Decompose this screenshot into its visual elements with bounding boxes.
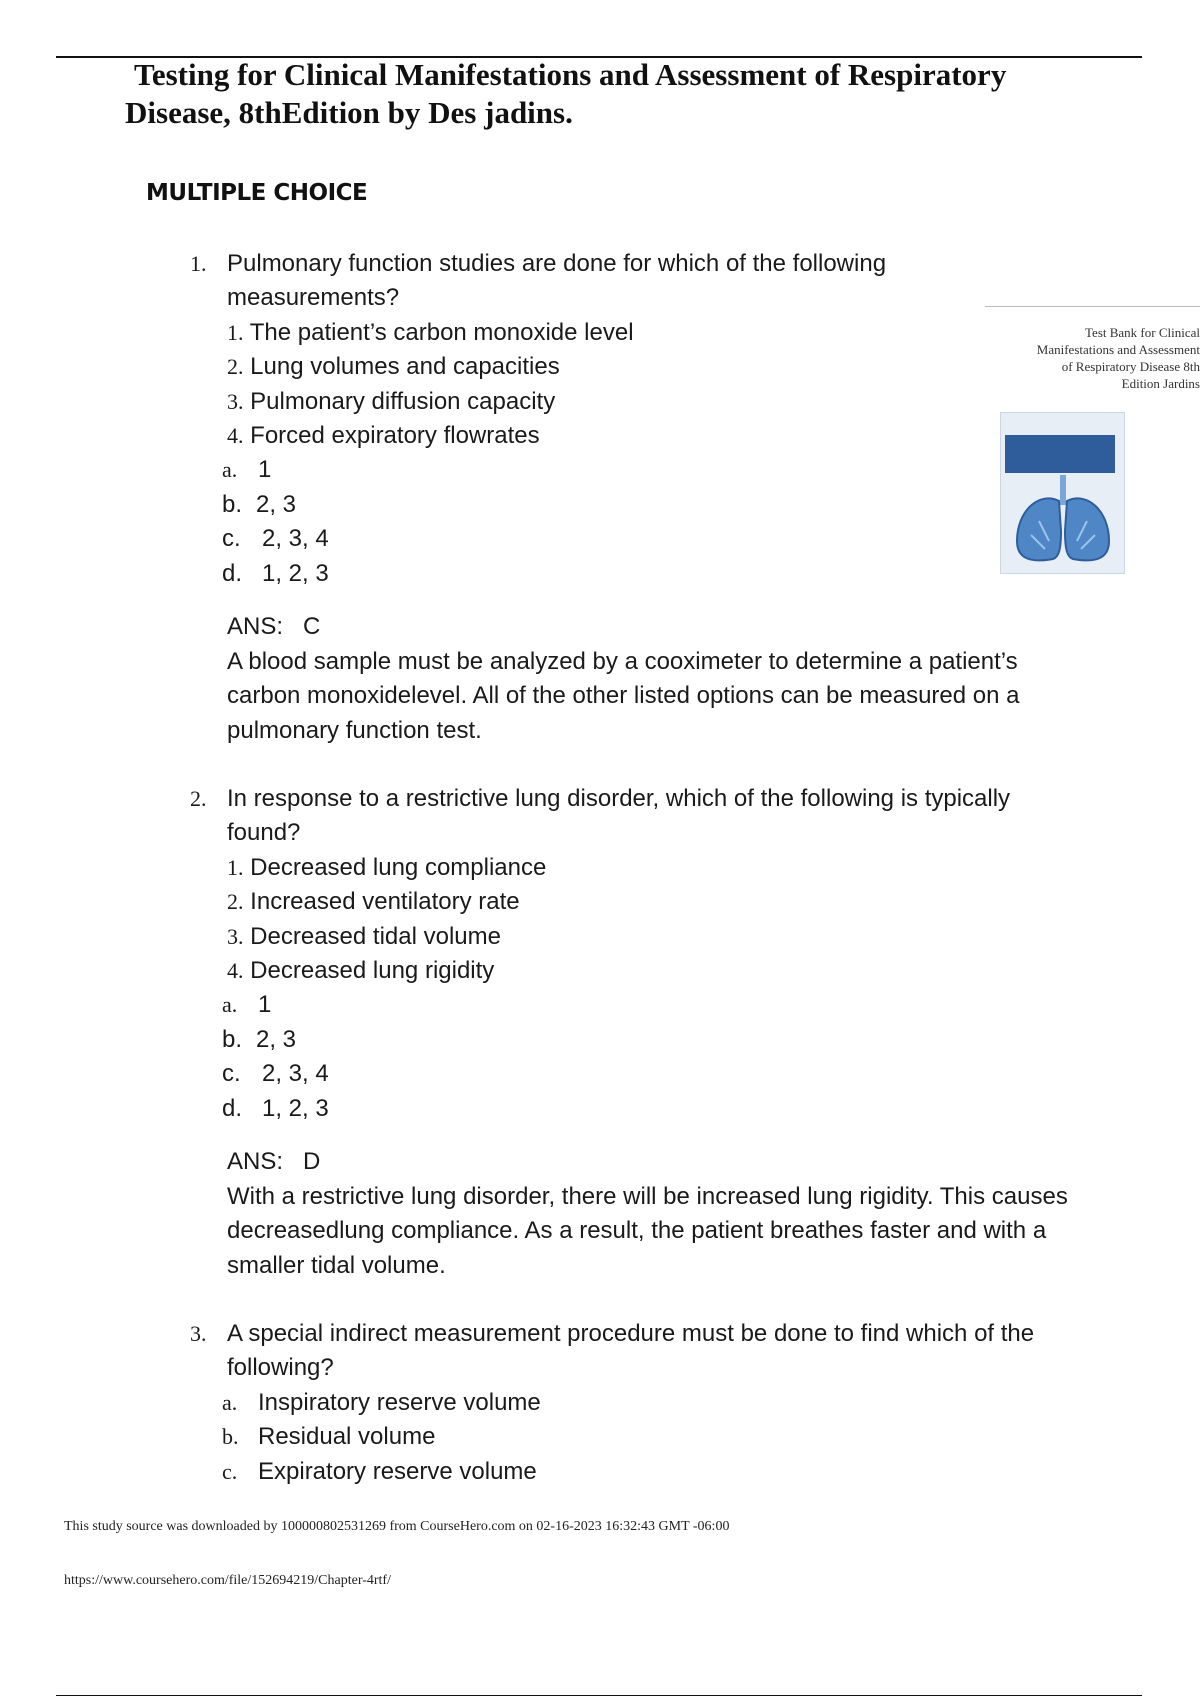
numbered-item: [227, 885, 520, 919]
numbered-item: [227, 954, 494, 988]
item-text: Pulmonary diffusion capacity: [250, 388, 556, 415]
thumbnail-rule: [985, 306, 1200, 307]
answer-option: [222, 522, 329, 556]
option-letter: b.: [222, 491, 243, 518]
item-number: 2.: [227, 889, 244, 914]
answer-label: ANS:: [227, 613, 284, 640]
download-note: This study source was downloaded by 100000802531269 from CourseHero.com on 02-16-2023 16:32:43 GMT -06:00: [64, 1519, 730, 1534]
answer-letter: C: [303, 613, 321, 640]
item-text: Decreased tidal volume: [250, 923, 501, 950]
item-number: 4.: [227, 423, 244, 448]
answer-option: [222, 1386, 541, 1420]
answer-option: [222, 1420, 435, 1454]
option-text: 2, 3, 4: [262, 1060, 329, 1087]
option-text: 2, 3: [256, 491, 297, 518]
option-letter: a.: [222, 1390, 238, 1415]
question-number: 2.: [190, 786, 207, 811]
answer-option: [222, 557, 329, 591]
item-number: 1.: [227, 320, 244, 345]
option-text: 1, 2, 3: [262, 560, 329, 587]
caption-line: Edition Jardins: [1121, 376, 1200, 391]
option-text: 1, 2, 3: [262, 1095, 329, 1122]
option-text: Expiratory reserve volume: [258, 1458, 537, 1485]
caption-line: Test Bank for Clinical: [1085, 325, 1200, 340]
item-number: 4.: [227, 958, 244, 983]
answer-key: [227, 610, 320, 644]
bottom-rule: [56, 1695, 1142, 1696]
rationale-line: pulmonary function test.: [227, 717, 482, 744]
numbered-item: [227, 385, 555, 419]
option-letter: c.: [222, 1060, 241, 1087]
option-text: 2, 3: [256, 1026, 297, 1053]
caption-line: of Respiratory Disease 8th: [1061, 359, 1200, 374]
question-stem-line: A special indirect measurement procedure must be done to find which of the: [227, 1320, 1035, 1347]
option-letter: b.: [222, 1424, 239, 1449]
item-number: 1.: [227, 855, 244, 880]
source-url: https://www.coursehero.com/file/152694219/Chapter-4rtf/: [64, 1573, 391, 1588]
item-text: The patient’s carbon monoxide level: [249, 319, 634, 346]
question-stem-line: measurements?: [227, 284, 400, 311]
section-heading: MULTIPLE CHOICE: [146, 180, 368, 206]
option-text: Residual volume: [258, 1423, 436, 1450]
cover-title-band: [1005, 435, 1115, 473]
option-text: Inspiratory reserve volume: [258, 1389, 541, 1416]
item-number: 3.: [227, 924, 244, 949]
numbered-item: [227, 851, 546, 885]
option-letter: c.: [222, 1459, 238, 1484]
answer-option: [222, 1057, 329, 1091]
answer-option: [222, 1092, 329, 1126]
numbered-item: [227, 350, 560, 384]
answer-option: [222, 1455, 537, 1489]
numbered-item: [227, 316, 634, 350]
rationale-line: carbon monoxidelevel. All of the other listed options can be measured on a: [227, 682, 1020, 709]
item-number: 2.: [227, 354, 244, 379]
answer-option: [222, 453, 271, 487]
rationale-line: A blood sample must be analyzed by a cooximeter to determine a patient’s: [227, 648, 1018, 675]
answer-key: [227, 1145, 320, 1179]
book-thumbnail: [985, 304, 1200, 584]
answer-letter: D: [303, 1148, 321, 1175]
lungs-icon: [1009, 471, 1117, 567]
option-text: 2, 3, 4: [262, 525, 329, 552]
numbered-item: [227, 920, 501, 954]
question-stem-line: following?: [227, 1354, 334, 1381]
thumbnail-caption: [985, 324, 1200, 392]
item-text: Decreased lung compliance: [250, 854, 547, 881]
question-number: 1.: [190, 251, 207, 276]
option-letter: d.: [222, 1095, 243, 1122]
title-line-1: Testing for Clinical Manifestations and Assessment of Respiratory: [134, 57, 1007, 92]
numbered-item: [227, 419, 540, 453]
item-text: Lung volumes and capacities: [250, 353, 560, 380]
item-text: Decreased lung rigidity: [250, 957, 495, 984]
caption-line: Manifestations and Assessment: [1036, 342, 1200, 357]
item-text: Forced expiratory flowrates: [250, 422, 540, 449]
rationale-line: smaller tidal volume.: [227, 1252, 446, 1279]
question-stem-line: Pulmonary function studies are done for which of the following: [227, 250, 887, 277]
item-number: 3.: [227, 389, 244, 414]
rationale-line: decreasedlung compliance. As a result, the patient breathes faster and with a: [227, 1217, 1047, 1244]
question-number: 3.: [190, 1321, 207, 1346]
option-letter: c.: [222, 525, 241, 552]
option-letter: a.: [222, 992, 238, 1017]
option-text: 1: [258, 991, 272, 1018]
option-text: 1: [258, 456, 272, 483]
answer-option: [222, 488, 296, 522]
option-letter: b.: [222, 1026, 243, 1053]
answer-option: [222, 1023, 296, 1057]
lungs-book-cover-image: [1000, 412, 1125, 574]
document-title: [125, 56, 1094, 132]
answer-option: [222, 988, 271, 1022]
answer-label: ANS:: [227, 1148, 284, 1175]
rationale-line: With a restrictive lung disorder, there will be increased lung rigidity. This causes: [227, 1183, 1068, 1210]
option-letter: a.: [222, 457, 238, 482]
title-line-2: Disease, 8thEdition by Des jadins.: [125, 95, 573, 130]
question-stem-line: found?: [227, 819, 301, 846]
item-text: Increased ventilatory rate: [250, 888, 520, 915]
option-letter: d.: [222, 560, 243, 587]
question-stem-line: In response to a restrictive lung disorder, which of the following is typically: [227, 785, 1011, 812]
